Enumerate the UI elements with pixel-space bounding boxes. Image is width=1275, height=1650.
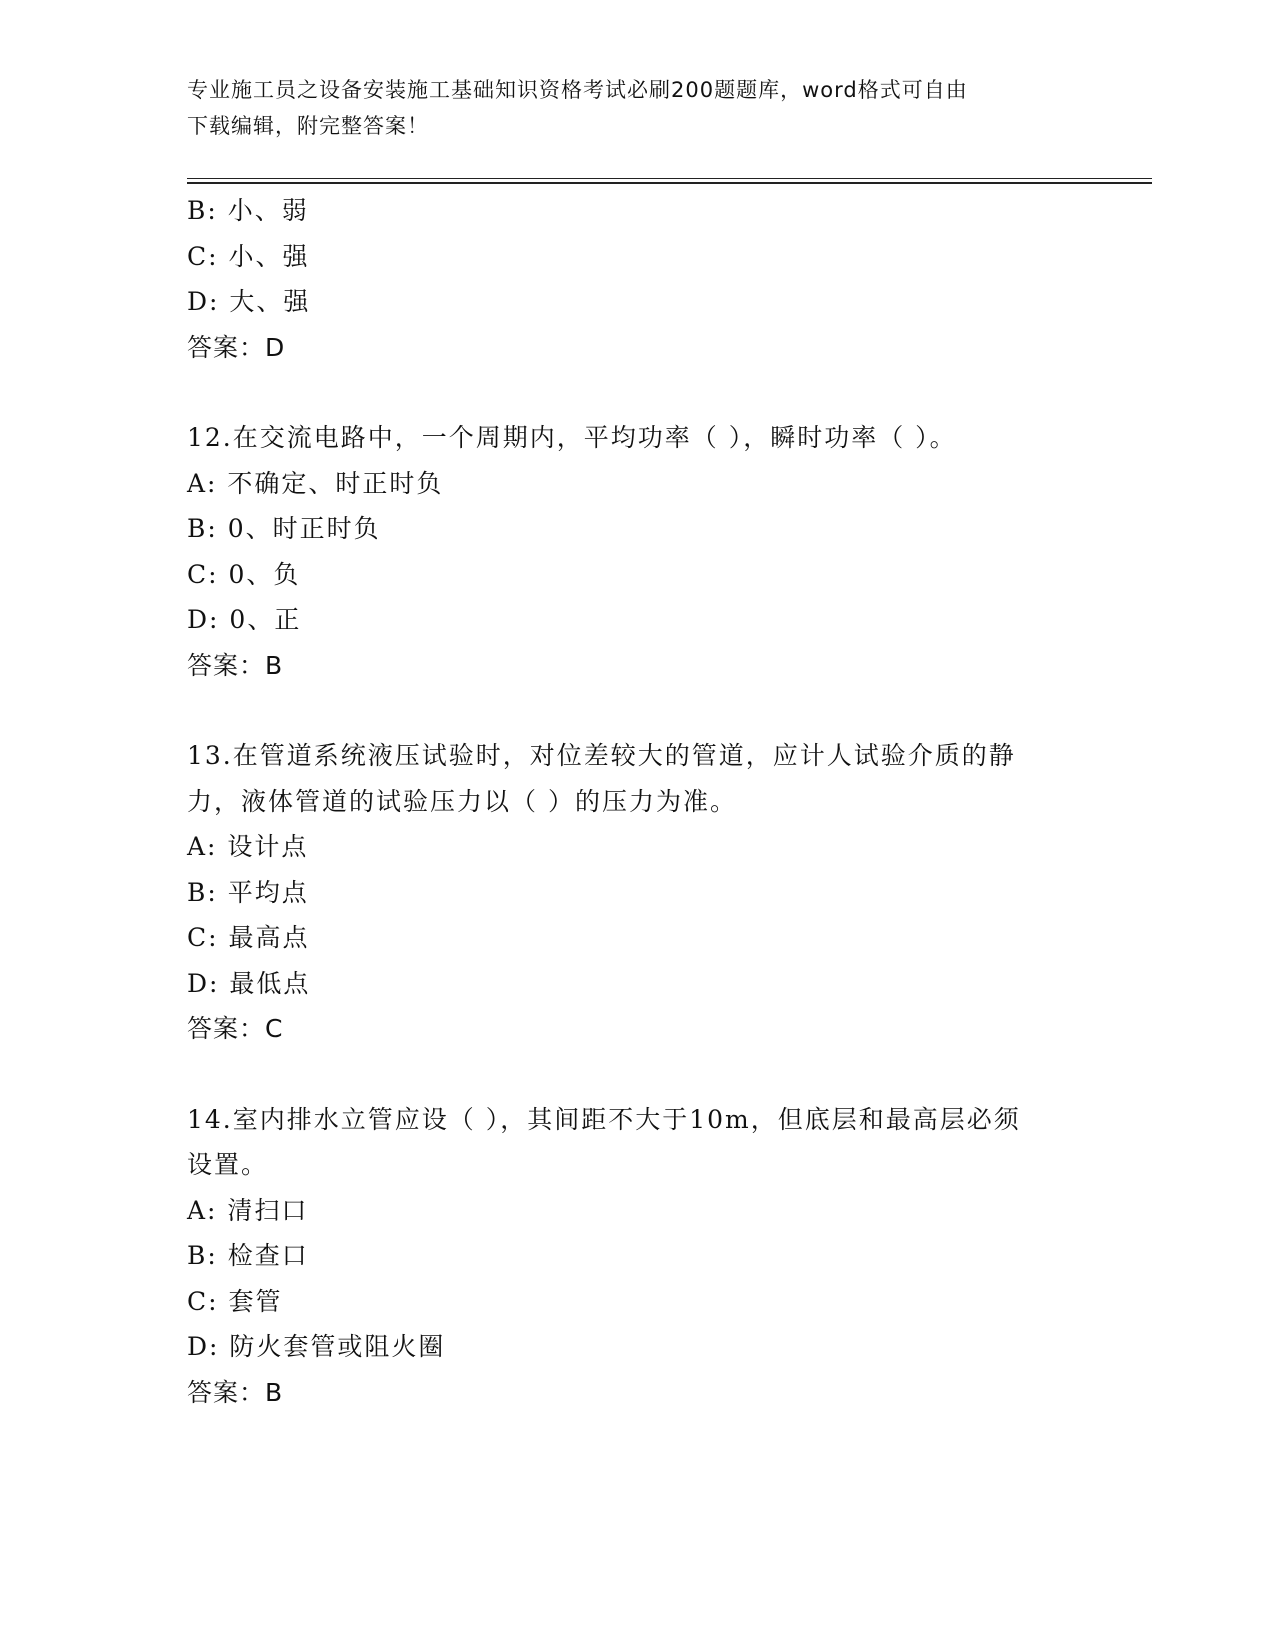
option-c: C: 0、负 bbox=[187, 559, 301, 589]
question-13 bbox=[187, 733, 1087, 1052]
option-c: C: 小、强 bbox=[187, 241, 310, 271]
option-a: A: 不确定、时正时负 bbox=[187, 468, 444, 498]
option-a: A: 清扫口 bbox=[187, 1195, 309, 1225]
question-content bbox=[187, 188, 1087, 1415]
option-d: D: 最低点 bbox=[187, 968, 311, 998]
question-12 bbox=[187, 415, 1087, 688]
answer: 答案：D bbox=[187, 332, 286, 362]
option-d: D: 0、正 bbox=[187, 605, 302, 634]
answer: 答案：C bbox=[187, 1014, 284, 1043]
option-d: D: 大、强 bbox=[187, 287, 311, 316]
answer: 答案：B bbox=[187, 1377, 284, 1407]
option-b: B: 0、时正时负 bbox=[187, 514, 381, 543]
header-line-2: 下载编辑，附完整答案！ bbox=[187, 114, 429, 138]
question-stem: 12.在交流电路中，一个周期内，平均功率（ ），瞬时功率（ ）。 bbox=[187, 423, 957, 452]
option-b: B: 平均点 bbox=[187, 877, 309, 907]
option-d: D: 防火套管或阻火圈 bbox=[187, 1332, 446, 1361]
partial-question-11 bbox=[187, 188, 1087, 370]
header-divider-thick bbox=[187, 182, 1152, 184]
option-b: B: 小、弱 bbox=[187, 196, 309, 225]
question-stem-line-2: 设置。 bbox=[187, 1150, 269, 1179]
question-stem-line-1: 13.在管道系统液压试验时，对位差较大的管道，应计人试验介质的静 bbox=[187, 741, 1016, 770]
question-stem-line-1: 14.室内排水立管应设（ ），其间距不大于10m，但底层和最高层必须 bbox=[187, 1104, 1021, 1134]
question-stem-line-2: 力，液体管道的试验压力以（ ）的压力为准。 bbox=[187, 786, 737, 816]
option-c: C: 套管 bbox=[187, 1286, 283, 1316]
header-divider-thin bbox=[187, 178, 1152, 179]
answer: 答案：B bbox=[187, 650, 284, 680]
document-header bbox=[187, 72, 1067, 144]
option-a: A: 设计点 bbox=[187, 832, 309, 861]
option-c: C: 最高点 bbox=[187, 923, 310, 952]
question-14 bbox=[187, 1097, 1087, 1416]
option-b: B: 检查口 bbox=[187, 1241, 309, 1270]
header-line-1: 专业施工员之设备安装施工基础知识资格考试必刷200题题库，word格式可自由 bbox=[187, 78, 968, 102]
